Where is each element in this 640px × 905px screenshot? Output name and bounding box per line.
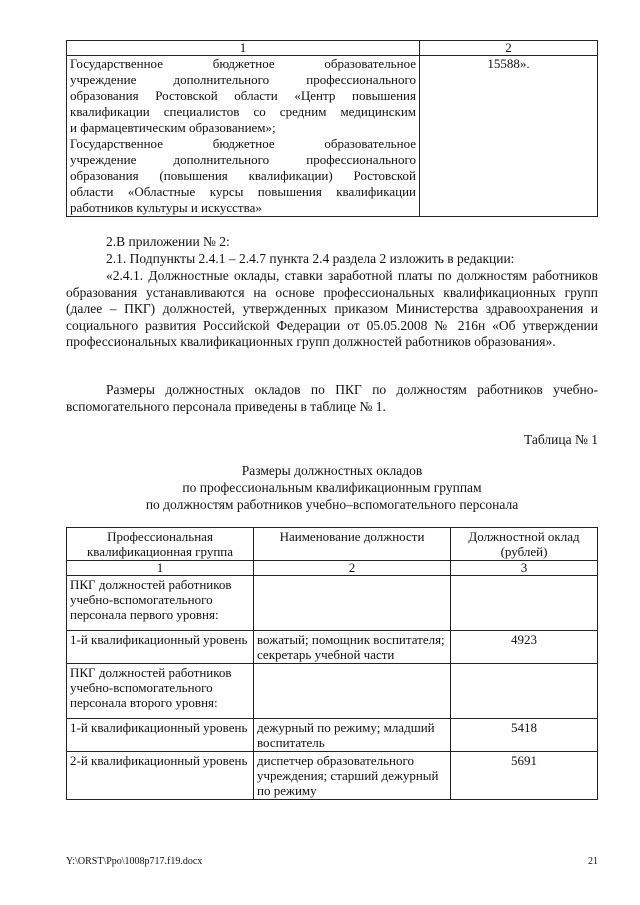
organization-cell: [67, 56, 420, 217]
org-line: учреждение дополнительного профессионального: [70, 72, 416, 87]
position-cell: диспетчер образовательного учреждения; старший дежурный по режиму: [254, 752, 451, 800]
table-row: [67, 576, 598, 631]
table-row: [67, 631, 598, 664]
header-group: Профессиональная квалификационная группа: [67, 528, 254, 561]
paragraph-table-reference: Размеры должностных окладов по ПКГ по должностям работников учебно-вспомогательного персонала приведены в таблице № 1.: [66, 382, 598, 414]
col-number: 2: [254, 561, 451, 576]
col-number: 1: [67, 561, 254, 576]
group-cell: ПКГ должностей работников учебно-вспомогательного персонала первого уровня:: [67, 576, 254, 631]
header-col-2: 2: [420, 41, 598, 56]
org-line: Государственное бюджетное образовательное: [70, 56, 416, 71]
amount-cell: 15588».: [420, 56, 598, 217]
salary-cell: 4923: [451, 631, 598, 664]
page-number: 21: [588, 856, 598, 867]
group-cell: 1-й квалификационный уровень: [67, 631, 254, 664]
group-cell: ПКГ должностей работников учебно-вспомогательного персонала второго уровня:: [67, 664, 254, 719]
salary-table: [66, 527, 598, 800]
org-line: области «Областные курсы повышения квалификации: [70, 184, 416, 199]
col-number: 3: [451, 561, 598, 576]
salary-cell: 5691: [451, 752, 598, 800]
salary-cell: [451, 664, 598, 719]
org-line: и фармацевтическим образованием»;: [70, 120, 276, 135]
table-title-line: по должностям работников учебно–вспомогательного персонала: [145, 497, 519, 512]
table-title-line: по профессиональным квалификационным группам: [182, 480, 482, 495]
table-row: [67, 752, 598, 800]
org-line: Государственное бюджетное образовательное: [70, 136, 416, 151]
position-cell: дежурный по режиму; младший воспитатель: [254, 719, 451, 752]
page-footer: [66, 856, 598, 867]
org-line: учреждение дополнительного профессионального: [70, 152, 416, 167]
header-salary: Должностной оклад (рублей): [451, 528, 598, 561]
group-cell: 2-й квалификационный уровень: [67, 752, 254, 800]
table-title: [66, 462, 598, 513]
group-cell: 1-й квалификационный уровень: [67, 719, 254, 752]
org-line: квалификации специалистов со средним медицинским: [70, 104, 416, 119]
org-line: образования (повышения квалификации) Ростовской: [70, 168, 416, 183]
paragraph-subitems: 2.1. Подпункты 2.4.1 – 2.4.7 пункта 2.4 раздела 2 изложить в редакции:: [106, 251, 515, 266]
org-line: работников культуры и искусства»: [70, 200, 262, 215]
continuation-table: [66, 40, 598, 217]
table-title-line: Размеры должностных окладов: [241, 463, 423, 478]
position-cell: [254, 664, 451, 719]
paragraph-appendix: 2.В приложении № 2:: [106, 234, 230, 249]
salary-cell: [451, 576, 598, 631]
table-caption: Таблица № 1: [524, 432, 598, 447]
header-col-1: 1: [67, 41, 420, 56]
org-line: образования Ростовской области «Центр повышения: [70, 88, 416, 103]
paragraph-salaries: «2.4.1. Должностные оклады, ставки заработной платы по должностям работников образования устанавливаются на основе профессиональных квалификационных групп (далее – ПКГ) должностей, утвержденных приказом Министерства здравоохранения и социального развития Российской Федерации от 05.05.2008 № 216н «Об утверждении профессиональных квалификационных групп должностей работников образования».: [66, 268, 598, 349]
salary-cell: 5418: [451, 719, 598, 752]
file-path: Y:\ORST\Ppo\1008p717.f19.docx: [66, 856, 203, 867]
position-cell: [254, 576, 451, 631]
table-row: [67, 664, 598, 719]
table-row: [67, 719, 598, 752]
header-position: Наименование должности: [254, 528, 451, 561]
position-cell: вожатый; помощник воспитателя; секретарь учебной части: [254, 631, 451, 664]
